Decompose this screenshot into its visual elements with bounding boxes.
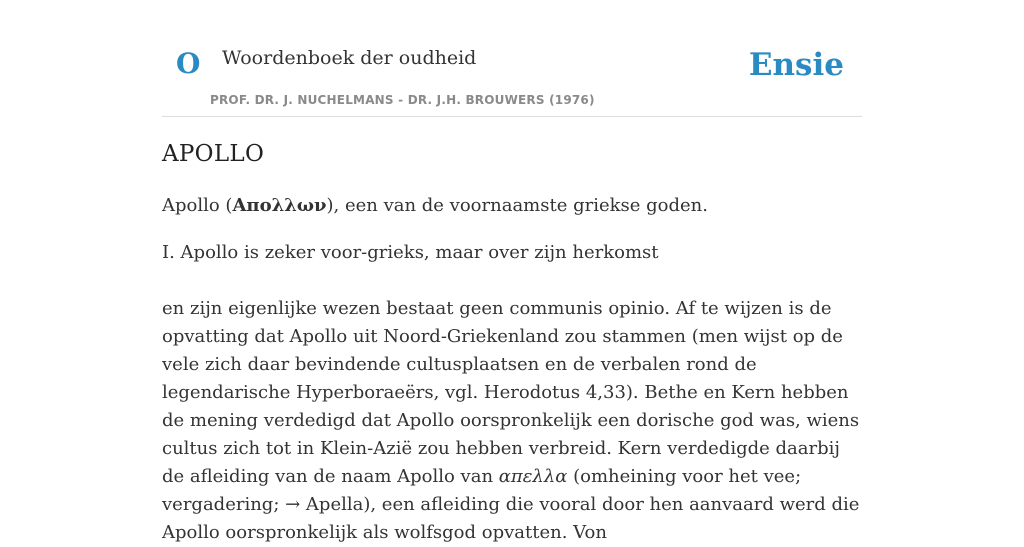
section-heading-paragraph: I. Apollo is zeker voor-grieks, maar over zijn herkomst: [162, 242, 659, 263]
greek-word: απελλα: [498, 466, 568, 487]
body-text-part2: (omheining voor het vee; vergadering; → Apella), een afleiding die vooral door hen aanvaard werd die Apollo oorspronkelijk als wolfsgod opvatten. Von: [162, 466, 860, 543]
index-letter[interactable]: O: [176, 47, 201, 80]
site-header: [162, 0, 862, 117]
intro-paragraph: [162, 192, 862, 220]
body-paragraph: [162, 295, 862, 547]
greek-name: Απολλων: [232, 195, 327, 216]
book-authors: PROF. DR. J. NUCHELMANS - DR. J.H. BROUWERS (1976): [210, 93, 595, 107]
intro-text-after: ), een van de voornaamste griekse goden.: [326, 195, 708, 216]
body-text-part1: en zijn eigenlijke wezen bestaat geen communis opinio. Af te wijzen is de opvatting dat Apollo uit Noord-Griekenland zou stammen (men wijst op de vele zich daar bevindende cultusplaatsen en de verbalen rond de legendarische Hyperboraeërs, vgl. Herodotus 4,33). Bethe en Kern hebben de mening verdedigd dat Apollo oorspronkelijk een dorische god was, wiens cultus zich tot in Klein-Azië zou hebben verbreid. Kern verdedigde daarbij de afleiding van de naam Apollo van: [162, 298, 860, 487]
intro-text-before: Apollo (: [162, 195, 233, 216]
page-title: APOLLO: [162, 141, 265, 167]
article: [162, 138, 862, 547]
ensie-logo[interactable]: Ensie: [748, 47, 844, 83]
book-title[interactable]: Woordenboek der oudheid: [222, 47, 477, 69]
